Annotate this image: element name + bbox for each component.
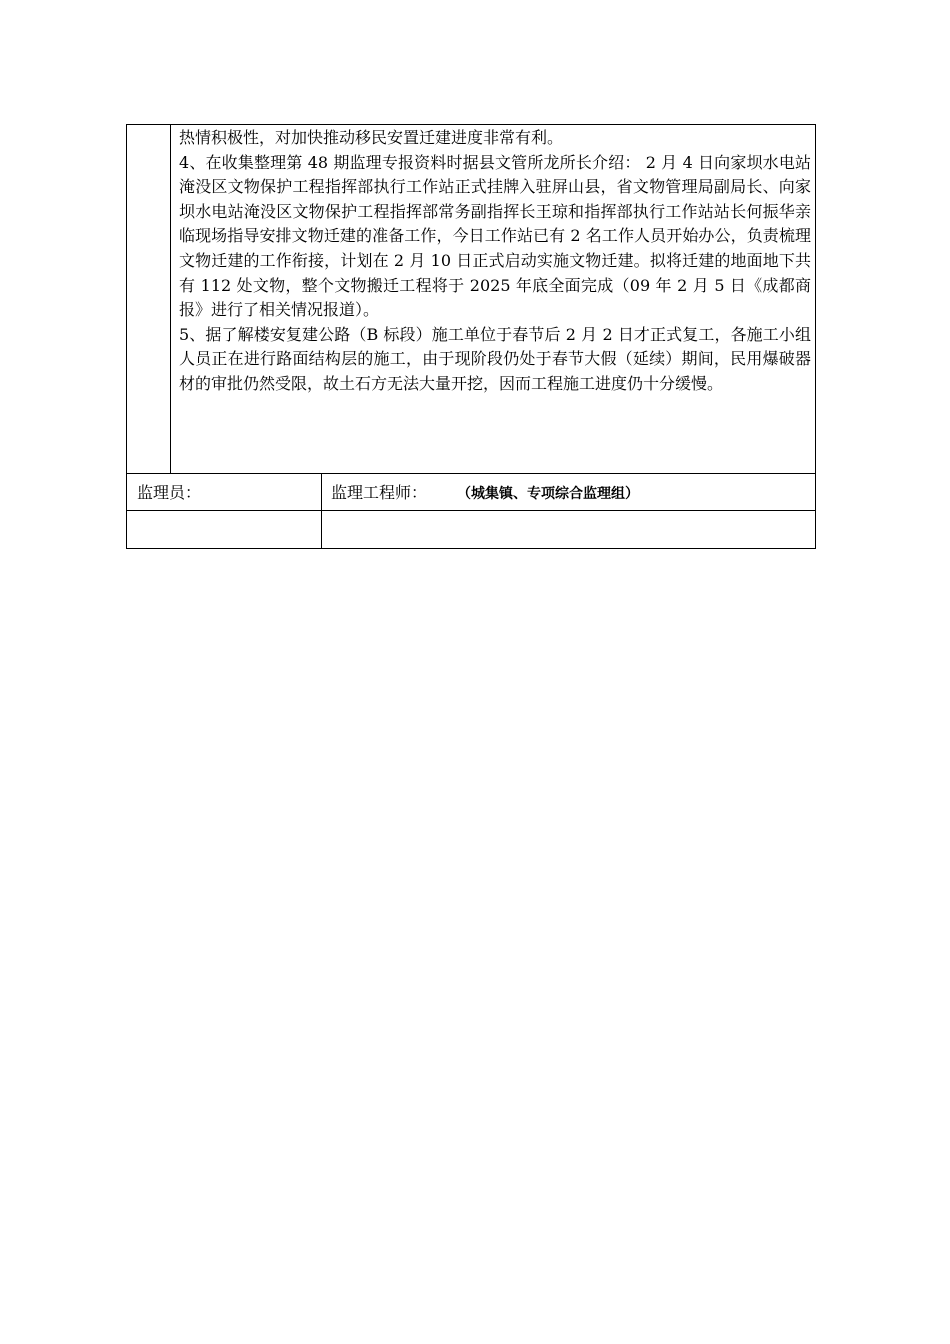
column-divider <box>321 474 322 548</box>
signature-blank-row <box>127 511 815 548</box>
signature-label-row <box>127 474 815 511</box>
paragraph-item-4: 4、在收集整理第 48 期监理专报资料时据县文管所龙所长介绍： 2 月 4 日向家坝水电站淹没区文物保护工程指挥部执行工作站正式挂牌入驻屏山县，省文物管理局副局长、向家坝水电站淹没区文物保护工程指挥部常务副指挥长王琼和指挥部执行工作站站长何振华亲临现场指导安排文物迁建的准备工作，今日工作站已有 2 名工作人员开始办公，负责梳理文物迁建的工作衔接，计划在 2 月 10 日正式启动实施文物迁建。拟将迁建的地面地下共有 112 处文物，整个文物搬迁工程将于 2025 年底全面完成（09 年 2 月 5 日《成都商报》进行了相关情况报道）。 <box>179 152 811 320</box>
engineer-label: 监理工程师： <box>331 483 428 502</box>
paragraph-item-5: 5、据了解楼安复建公路（B 标段）施工单位于春节后 2 月 2 日才正式复工，各施工小组人员正在进行路面结构层的施工，由于现阶段仍处于春节大假（延续）期间，民用爆破器材的审批仍然受限，故土石方无法大量开挖，因而工程施工进度仍十分缓慢。 <box>179 324 811 393</box>
report-content-row <box>127 125 815 474</box>
left-label-cell <box>127 125 171 473</box>
report-table <box>126 124 816 549</box>
supervision-group-note: （城集镇、专项综合监理组） <box>457 486 639 502</box>
report-content-cell <box>179 126 811 397</box>
inspector-label: 监理员： <box>137 483 202 502</box>
paragraph-continuation: 热情积极性，对加快推动移民安置迁建进度非常有利。 <box>179 128 564 147</box>
